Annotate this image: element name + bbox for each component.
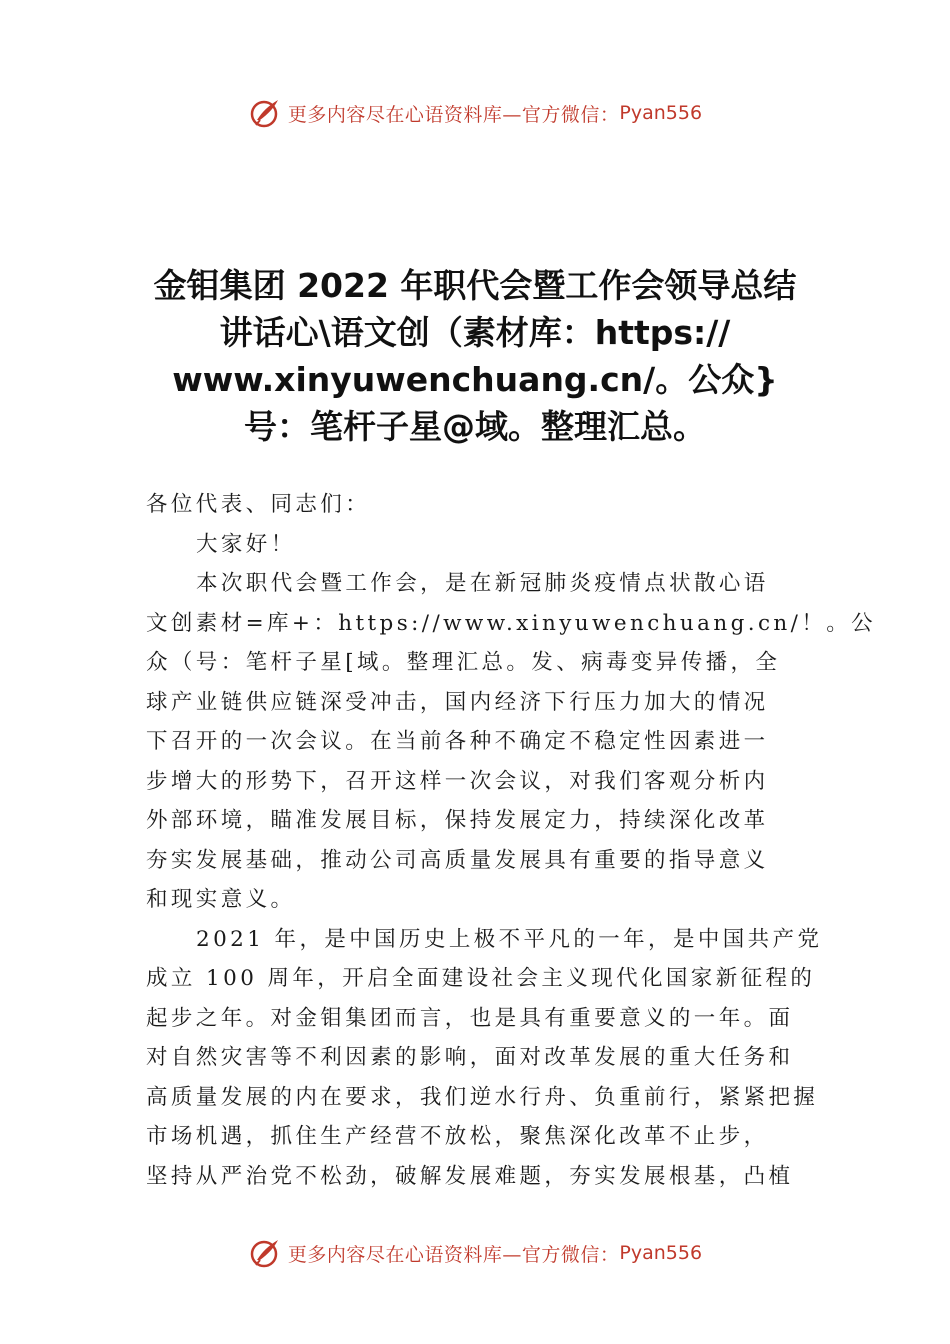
- banner-text: 更多内容尽在心语资料库—官方微信：: [287, 103, 620, 126]
- salutation: 各位代表、同志们：: [146, 492, 371, 517]
- paragraph-line: 对自然灾害等不利因素的影响，面对改革发展的重大任务和: [146, 1045, 794, 1070]
- document-title: [120, 262, 830, 450]
- title-line: 金钼集团 2022 年职代会暨工作会领导总结: [153, 266, 797, 305]
- greeting: 大家好！: [196, 531, 296, 557]
- paragraph-line: 高质量发展的内在要求，我们逆水行舟、负重前行，紧紧把握: [146, 1084, 819, 1110]
- paragraph-line: 下召开的一次会议。在当前各种不确定不稳定性因素进一: [146, 729, 769, 754]
- paragraph-line: 2021 年，是中国历史上极不平凡的一年，是中国共产党: [196, 926, 823, 952]
- banner-text: 更多内容尽在心语资料库—官方微信：: [287, 1243, 620, 1266]
- paragraph-line: 起步之年。对金钼集团而言，也是具有重要意义的一年。面: [146, 1005, 794, 1031]
- paragraph-line: 夯实发展基础，推动公司高质量发展具有重要的指导意义: [146, 847, 769, 873]
- paragraph-line: 和现实意义。: [146, 887, 296, 912]
- banner-wechat-id: Pyan556: [619, 1242, 703, 1264]
- header-banner: [0, 93, 950, 133]
- paragraph-line: 球产业链供应链深受冲击，国内经济下行压力加大的情况: [146, 689, 769, 715]
- footer-banner: [0, 1233, 950, 1273]
- paragraph-line: 众（号：笔杆子星[域。整理汇总。发、病毒变异传播，全: [146, 650, 781, 675]
- paragraph-line: 文创素材=库+：https://www.xinyuwenchuang.cn/！。公: [146, 610, 877, 636]
- title-line: 讲话心\语文创（素材库：https://: [219, 313, 731, 352]
- title-line: 号：笔杆子星@域。整理汇总。: [244, 407, 706, 446]
- quill-seal-icon: [248, 96, 282, 130]
- quill-seal-icon: [248, 1236, 282, 1270]
- paragraph-line: 成立 100 周年，开启全面建设社会主义现代化国家新征程的: [146, 966, 816, 991]
- document-body: [146, 485, 877, 1196]
- title-line: www.xinyuwenchuang.cn/。公众}: [172, 360, 778, 399]
- paragraph-line: 本次职代会暨工作会，是在新冠肺炎疫情点状散心语: [196, 571, 769, 596]
- paragraph-line: 坚持从严治党不松劲，破解发展难题，夯实发展根基，凸植: [146, 1163, 794, 1189]
- banner-wechat-id: Pyan556: [619, 102, 703, 124]
- paragraph-line: 外部环境，瞄准发展目标，保持发展定力，持续深化改革: [146, 808, 769, 833]
- paragraph-line: 市场机遇，抓住生产经营不放松，聚焦深化改革不止步，: [146, 1124, 769, 1149]
- paragraph-line: 步增大的形势下，召开这样一次会议，对我们客观分析内: [146, 768, 769, 794]
